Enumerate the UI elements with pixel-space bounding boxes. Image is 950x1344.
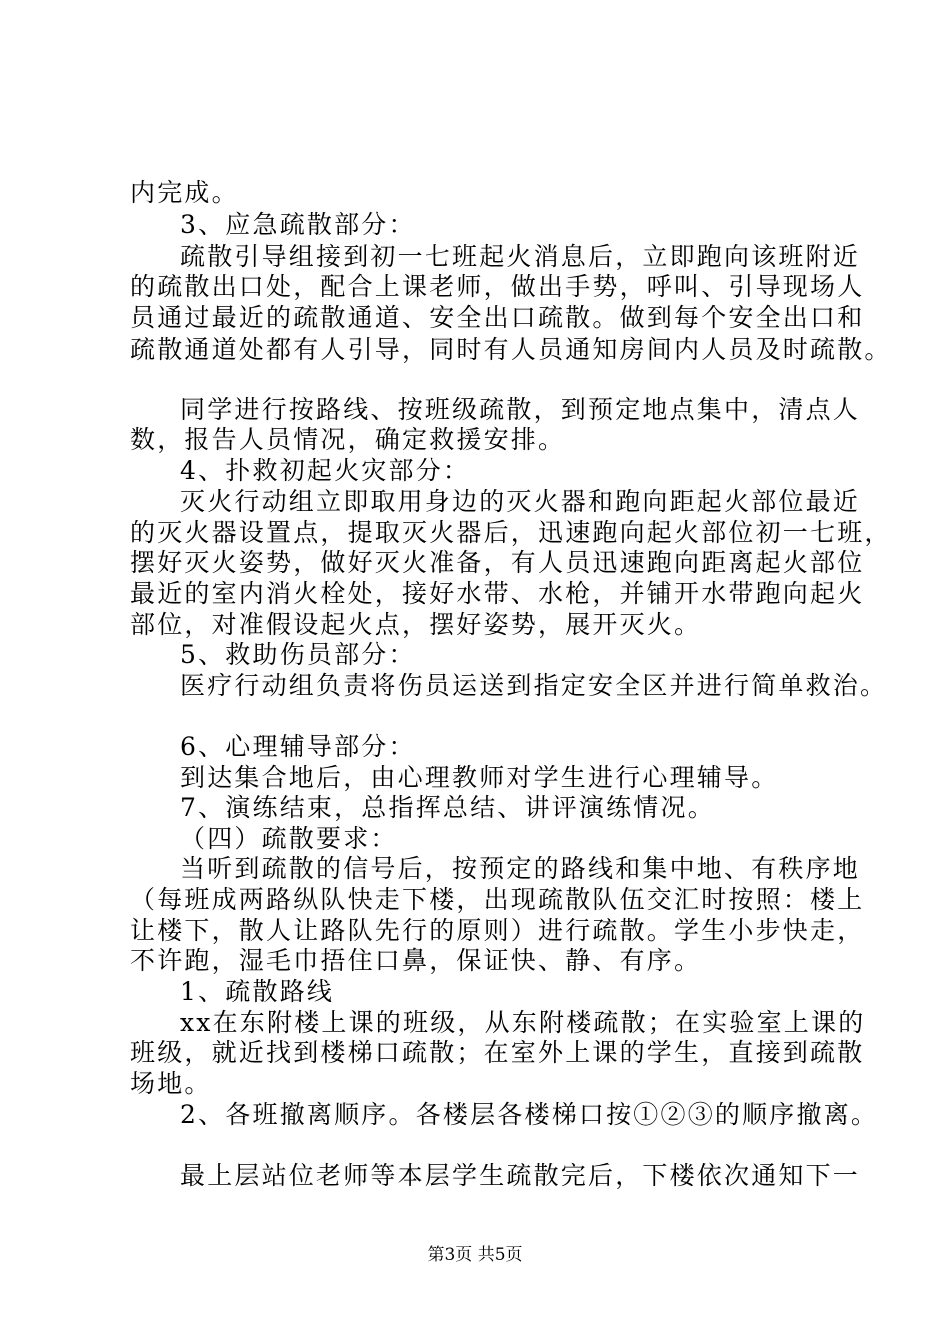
page-number-footer: 第3页 共5页 bbox=[427, 1245, 523, 1265]
text-line-28: 场地。 bbox=[130, 1069, 212, 1098]
text-line-7: 同学进行按路线、按班级疏散，到预定地点集中，清点人 bbox=[180, 395, 861, 424]
text-line-23: 让楼下，散人让路队先行的原则）进行疏散。学生小步快走， bbox=[130, 916, 865, 945]
text-line-21: 当听到疏散的信号后，按预定的路线和集中地、有秩序地 bbox=[180, 854, 861, 883]
text-line-18: 到达集合地后，由心理教师对学生进行心理辅导。 bbox=[180, 763, 779, 792]
section-heading-5: 5、救助伤员部分： bbox=[180, 640, 416, 669]
sub-heading-2: 2、各班撤离顺序。各楼层各楼梯口按①②③的顺序撤离。 bbox=[180, 1100, 879, 1129]
text-line-5: 员通过最近的疏散通道、安全出口疏散。做到每个安全出口和 bbox=[130, 303, 865, 332]
text-line-10: 灭火行动组立即取用身边的灭火器和跑向距起火部位最近 bbox=[180, 487, 861, 516]
text-line-24: 不许跑，湿毛巾捂住口鼻，保证快、静、有序。 bbox=[130, 946, 702, 975]
text-line-12: 摆好灭火姿势，做好灭火准备，有人员迅速跑向距离起火部位 bbox=[130, 548, 865, 577]
text-line-22: （每班成两路纵队快走下楼，出现疏散队伍交汇时按照：楼上 bbox=[130, 885, 865, 914]
text-line-1: 内完成。 bbox=[130, 178, 239, 207]
section-heading-4: 4、扑救初起火灾部分： bbox=[180, 456, 471, 485]
text-line-6: 疏散通道处都有人引导，同时有人员通知房间内人员及时疏散。 bbox=[130, 335, 892, 364]
text-line-13: 最近的室内消火栓处，接好水带、水枪，并铺开水带跑向起火 bbox=[130, 579, 865, 608]
sub-heading-1: 1、疏散路线 bbox=[180, 977, 335, 1006]
text-line-30: 最上层站位老师等本层学生疏散完后，下楼依次通知下一 bbox=[180, 1161, 861, 1190]
text-line-8: 数，报告人员情况，确定救援安排。 bbox=[130, 425, 566, 454]
text-line-3: 疏散引导组接到初一七班起火消息后，立即跑向该班附近 bbox=[180, 242, 861, 271]
text-line-11: 的灭火器设置点，提取灭火器后，迅速跑向起火部位初一七班， bbox=[130, 518, 892, 547]
text-line-26: xx在东附楼上课的班级，从东附楼疏散；在实验室上课的 bbox=[180, 1008, 866, 1037]
text-line-4: 的疏散出口处，配合上课老师，做出手势，呼叫、引导现场人 bbox=[130, 272, 865, 301]
section-heading-7: 7、演练结束，总指挥总结、讲评演练情况。 bbox=[180, 793, 715, 822]
text-line-14: 部位，对准假设起火点，摆好姿势，展开灭火。 bbox=[130, 610, 702, 639]
section-heading-3: 3、应急疏散部分： bbox=[180, 210, 416, 239]
section-heading-four: （四）疏散要求： bbox=[180, 824, 398, 853]
text-line-16: 医疗行动组负责将伤员运送到指定安全区并进行简单救治。 bbox=[180, 671, 888, 700]
text-line-27: 班级，就近找到楼梯口疏散；在室外上课的学生，直接到疏散 bbox=[130, 1038, 865, 1067]
section-heading-6: 6、心理辅导部分： bbox=[180, 732, 416, 761]
